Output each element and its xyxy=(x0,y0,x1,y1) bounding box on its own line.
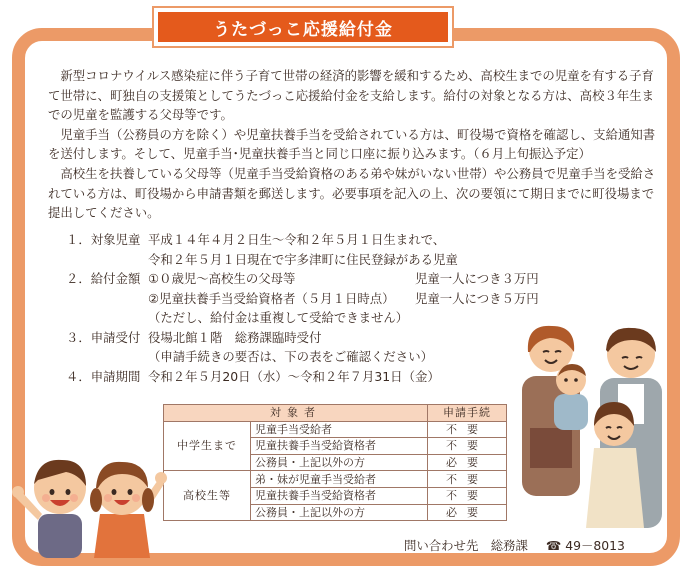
table-row xyxy=(164,421,507,438)
target-cell: 弟・妹が児童手当受給者 xyxy=(251,471,428,488)
item-target xyxy=(66,230,666,269)
target-cell: 公務員・上記以外の方 xyxy=(251,454,428,471)
page-title: うたづっこ応援給付金 xyxy=(158,12,448,42)
family-illustration xyxy=(514,318,682,530)
contact-label: 問い合わせ先 総務課 xyxy=(404,538,528,553)
header-procedure: 申請手続 xyxy=(428,405,507,422)
item-label: ４．申請期間 xyxy=(66,368,141,384)
procedure-cell: 不要 xyxy=(428,487,507,504)
table-header-row xyxy=(164,405,507,422)
baby-figure xyxy=(554,364,588,430)
title-box xyxy=(152,6,454,48)
phone-number-group xyxy=(546,536,625,554)
procedure-cell: 必要 xyxy=(428,504,507,521)
phone-number: 49－8013 xyxy=(565,538,625,553)
paragraph-2: 児童手当（公務員の方を除く）や児童扶養手当を受給されている方は、町役場で資格を確認し、支給通知書を送付します。そして、児童手当･児童扶養手当と同じ口座に振り込みます。（６月上旬振込予定） xyxy=(48,126,656,162)
item-label: ３．申請受付 xyxy=(66,329,141,345)
target-cell: 児童手当受給者 xyxy=(251,421,428,438)
category-cell: 高校生等 xyxy=(164,471,251,521)
contact-info xyxy=(404,536,625,554)
item-text: 平成１４年４月２日生〜令和２年５月１日生まれで、 xyxy=(148,232,446,247)
procedure-cell: 必要 xyxy=(428,454,507,471)
intro-text xyxy=(48,66,660,223)
header-target: 対象者 xyxy=(164,405,428,422)
procedure-table xyxy=(163,404,507,521)
girl-figure xyxy=(90,462,167,558)
procedure-cell: 不要 xyxy=(428,471,507,488)
children-illustration xyxy=(8,440,168,558)
procedure-cell: 不要 xyxy=(428,438,507,455)
item-text: 令和２年５月20日（水）〜令和２年７月31日（金） xyxy=(148,368,440,384)
table-row xyxy=(164,471,507,488)
item-label: １．対象児童 xyxy=(66,232,141,247)
amount-condition: ①０歳児〜高校生の父母等 xyxy=(148,271,296,286)
procedure-cell: 不要 xyxy=(428,421,507,438)
paragraph-3: 高校生を扶養している父母等（児童手当受給資格のある弟や妹がいない世帯）や公務員で児童手当を受給されている方は、町役場から申請書類を郵送します。必要事項を記入の上、次の要領にて期日までに町役場まで提出してください。 xyxy=(48,165,656,221)
target-cell: 公務員・上記以外の方 xyxy=(251,504,428,521)
item-text: 役場北館１階 総務課臨時受付 xyxy=(148,329,322,345)
amount-value: 児童一人につき５万円 xyxy=(415,290,539,306)
paragraph-1: 新型コロナウイルス感染症に伴う子育て世帯の経済的影響を緩和するため、高校生までの児童を有する子育て世帯に、町独自の支援策としてうたづっこ応援給付金を支給します。給付の対象となる方は、高校３年生までの児童を監護する父母等です。 xyxy=(48,68,655,123)
amount-condition: ②児童扶養手当受給資格者（５月１日時点） xyxy=(148,290,395,306)
item-text: （申請手続きの要否は、下の表をご確認ください） xyxy=(148,349,433,364)
boy-figure xyxy=(12,460,86,558)
item-text: 令和２年５月１日現在で宇多津町に住民登録がある児童 xyxy=(148,251,458,267)
amount-value: 児童一人につき３万円 xyxy=(415,271,539,286)
telephone-icon: ☎ xyxy=(545,538,562,553)
item-label: ２．給付金額 xyxy=(66,271,141,286)
target-cell: 児童扶養手当受給資格者 xyxy=(251,487,428,504)
amount-note: （ただし、給付金は重複して受給できません） xyxy=(148,310,409,325)
category-cell: 中学生まで xyxy=(164,421,251,471)
target-cell: 児童扶養手当受給資格者 xyxy=(251,438,428,455)
